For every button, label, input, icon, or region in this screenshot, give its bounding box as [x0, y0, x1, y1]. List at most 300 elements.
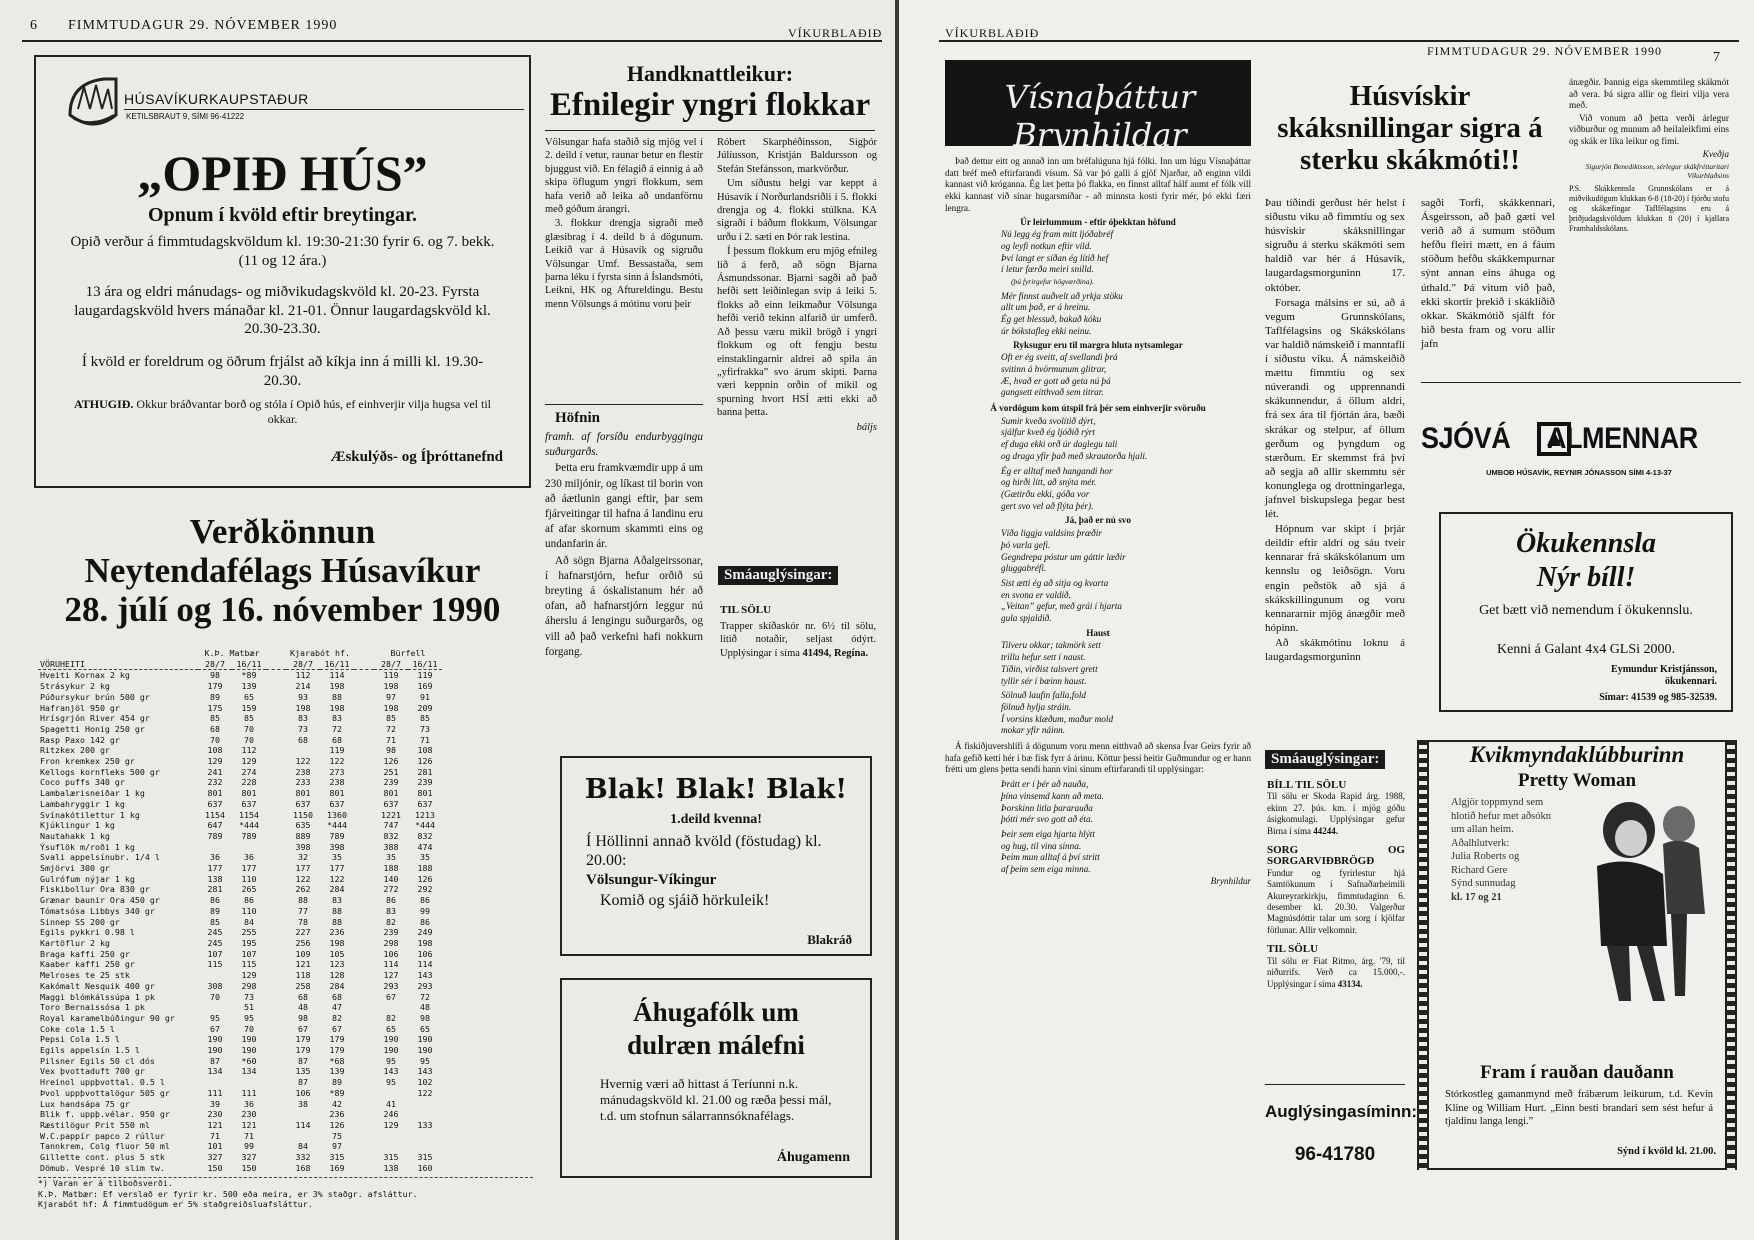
price-cell: 398 — [295, 841, 311, 852]
item-name: Hafranjöl 950 gr — [40, 702, 120, 713]
driving-name: Eymundur Kristjánsson, ökukennari. — [1611, 664, 1717, 687]
table-row — [38, 1066, 442, 1077]
table-row — [38, 810, 442, 821]
verse-line: allt um það, er á hreinu. — [1001, 302, 1091, 313]
spacer — [266, 1099, 286, 1110]
volleyball-title: Blak! Blak! Blak! — [584, 774, 848, 805]
ad-para-1: Opið verður á fimmtudagskvöldum kl. 19:30-21:30 fyrir 6. og 7. bekk. (11 og 12 ára.) — [70, 234, 495, 269]
table-row — [38, 670, 442, 681]
survey-title-1: Verðkönnun — [189, 512, 376, 551]
note-label: ATHUGIÐ. — [73, 397, 134, 411]
table-row — [38, 949, 442, 960]
spacer — [266, 981, 286, 992]
table-row — [38, 1034, 442, 1045]
price-cell: 67 — [210, 1023, 220, 1034]
table-row — [38, 681, 442, 692]
verse-line: og draga yfir það með skrautorða hjali. — [1001, 450, 1148, 461]
verse-stanza — [945, 640, 1251, 687]
price-cell: 85 — [244, 713, 254, 724]
price-cell: 126 — [417, 873, 433, 884]
table-row — [38, 1056, 442, 1067]
price-cell: 112 — [241, 745, 257, 756]
price-cell: 68 — [210, 723, 220, 734]
film-shown: Sýnd sunnudag — [1451, 878, 1516, 889]
price-cell: 88 — [332, 905, 342, 916]
price-cell: 128 — [329, 970, 345, 981]
spacer — [354, 724, 374, 735]
date-header: 16/11 — [412, 658, 438, 669]
verse-line: Víða liggja valdsins þræðir — [1001, 528, 1102, 539]
table-row — [38, 906, 442, 917]
band-label: Smáauglýsingar: — [718, 566, 838, 585]
paranormal-sign: Áhugamenn — [776, 1150, 850, 1165]
classified-text: Til sölu er Skoda Rapid árg. 1988, ekinn 27. þús. km. í mjög góðu ásigkomulagi. Upplýsingar gefur Birna í síma — [1267, 791, 1405, 836]
harbor-article — [545, 430, 703, 661]
price-cell: 1154 — [205, 809, 225, 820]
price-cell: 72 — [386, 723, 396, 734]
price-cell: 239 — [383, 927, 399, 938]
spacer — [354, 992, 374, 1003]
paranormal-title: Áhugafólk um dulræn málefni — [627, 997, 805, 1060]
price-cell: 88 — [332, 916, 342, 927]
verse-stanza — [945, 829, 1251, 876]
price-cell: 83 — [332, 895, 342, 906]
paragraph: Í þessum flokkum eru mjög efnileg lið á ferð, að sögn Bjarna Ásmundssonar. Bjarni sagði að það hefði sett leiðinlegan svip á leiki 5. flokks að einn leikmaður Völsunga hefði verið tekinn alfarið úr umferð. Að þessu væru mikil brögð í yngri flokkum og oft fengju bestu einstaklingarnir aldrei að spila án „yfirfrakka” svo árum skipti. Þarna væri keppnin orðin of mikil og spurning hvort HSÍ ætti ekki að banna þetta. — [717, 246, 877, 419]
price-cell — [198, 1077, 232, 1088]
table-row — [38, 970, 442, 981]
spacer — [266, 852, 286, 863]
price-cell: 73 — [298, 723, 308, 734]
table-row — [38, 1109, 442, 1120]
price-cell: *444 — [239, 820, 259, 831]
price-cell: 230 — [207, 1109, 223, 1120]
survey-title — [34, 512, 531, 629]
table-row — [38, 1024, 442, 1035]
table-row — [38, 767, 442, 778]
price-cell: 188 — [417, 863, 433, 874]
price-cell: 801 — [329, 788, 345, 799]
price-cell: 47 — [332, 1002, 342, 1013]
price-cell: *444 — [327, 820, 347, 831]
price-cell: 114 — [383, 959, 399, 970]
ad-para-2: 13 ára og eldri mánudags- og miðvikudagskvöld kl. 20-23. Fyrsta laugardagskvöld hvers mánaðar kl. 21-01. Önnur laugardagskvöld kl. 20.30-23.30. — [74, 284, 491, 337]
price-cell: 190 — [417, 1045, 433, 1056]
price-cell: 315 — [417, 1152, 433, 1163]
price-cell: 41 — [386, 1098, 396, 1109]
price-cell — [408, 1109, 442, 1120]
price-cell: 298 — [383, 937, 399, 948]
price-cell: 801 — [295, 788, 311, 799]
price-cell: 108 — [417, 745, 433, 756]
table-row — [38, 874, 442, 885]
price-cell: 388 — [383, 841, 399, 852]
price-cell: 106 — [383, 948, 399, 959]
price-cell: 87 — [298, 1077, 308, 1088]
price-cell: 91 — [420, 691, 430, 702]
price-cell: 801 — [207, 788, 223, 799]
paragraph: 3. flokkur drengja sigraði með glæsibrag í 4. deild b á dögunum. Leikið var á Húsavík og sigruðu Völsungar Umf. Bessastaða, sem þarna léku í fyrsta sinn á Íslandsmóti, Leikni, HK og Aftureldingu. Bestu menn Völsungs á mótinu voru þeir — [545, 218, 703, 310]
verse-line: Því langt er síðan ég lítið hef — [1001, 252, 1109, 263]
price-cell: 122 — [329, 873, 345, 884]
price-cell: 265 — [241, 884, 257, 895]
spacer — [354, 981, 374, 992]
item-name: Egils pykkri 0.98 l — [40, 927, 135, 938]
spacer — [354, 767, 374, 778]
spacer — [354, 692, 374, 703]
item-name: Sinnep SS 200 gr — [40, 916, 120, 927]
price-cell: 789 — [241, 830, 257, 841]
price-cell: 637 — [295, 798, 311, 809]
spacer — [266, 884, 286, 895]
price-cell: 106 — [295, 1087, 311, 1098]
price-cell: 85 — [386, 713, 396, 724]
price-cell: 93 — [298, 691, 308, 702]
item-name: Ritzkex 200 gr — [40, 745, 110, 756]
price-cell: 121 — [295, 959, 311, 970]
price-cell: 160 — [417, 1162, 433, 1173]
price-cell: 73 — [244, 991, 254, 1002]
table-row — [38, 1013, 442, 1024]
price-cell: 175 — [207, 702, 223, 713]
spacer — [354, 1045, 374, 1056]
price-cell: 68 — [298, 991, 308, 1002]
volleyball-line-3: Komið og sjáið hörkuleik! — [600, 892, 770, 909]
spacer — [266, 1131, 286, 1142]
price-cell: 143 — [417, 1066, 433, 1077]
opid-hus-ad — [34, 55, 531, 488]
header-paper: VÍKURBLAÐIÐ — [945, 26, 1040, 40]
price-cell: 281 — [417, 766, 433, 777]
driving-school-ad — [1439, 512, 1733, 712]
table-row — [38, 1088, 442, 1099]
price-cell: 75 — [332, 1130, 342, 1141]
price-cell: 115 — [241, 959, 257, 970]
verse-heading: Á vordögum kom útspil frá þér sem einhverjir svöruðu — [990, 403, 1206, 414]
price-cell: 70 — [210, 991, 220, 1002]
item-name: Dömub. Vespré 10 slim tw. — [40, 1162, 165, 1173]
price-cell: 111 — [207, 1087, 223, 1098]
footnote: K.Þ. Matbær: Ef verslað er fyrir kr. 500 eða meira, er 3% staðgr. afsláttur. — [38, 1188, 418, 1199]
spacer — [266, 949, 286, 960]
price-cell: 179 — [295, 1045, 311, 1056]
price-cell: 98 — [298, 1012, 308, 1023]
spacer — [354, 831, 374, 842]
film2-time: Sýnd í kvöld kl. 21.00. — [1617, 1146, 1716, 1157]
table-row — [38, 1045, 442, 1056]
table-row — [38, 895, 442, 906]
price-cell: 134 — [241, 1066, 257, 1077]
verse-heading: Ryksugur eru til margra hluta nytsamlegar — [1013, 339, 1183, 350]
price-cell: 227 — [295, 927, 311, 938]
spacer — [266, 735, 286, 746]
price-cell: 95 — [386, 1077, 396, 1088]
classified-title: BÍLL TIL SÖLU — [1267, 779, 1347, 791]
verse-line: í letur færða meiri snilld. — [1001, 264, 1094, 275]
verse-line: gluggabréfi. — [1001, 563, 1047, 574]
page-number: 7 — [1713, 50, 1721, 65]
ad-title: „OPIÐ HÚS” — [137, 145, 428, 201]
price-cell: 67 — [332, 1023, 342, 1034]
spacer — [354, 713, 374, 724]
price-cell: 127 — [383, 970, 399, 981]
price-cell: 78 — [298, 916, 308, 927]
chess-sign: Kveðja — [1702, 149, 1729, 160]
price-cell: 832 — [383, 830, 399, 841]
price-cell: 637 — [329, 798, 345, 809]
spacer — [266, 842, 286, 853]
price-cell: 308 — [207, 980, 223, 991]
price-cell: 150 — [207, 1162, 223, 1173]
spacer — [354, 670, 374, 681]
price-cell: 97 — [332, 1141, 342, 1152]
item-name: Strásykur 2 kg — [40, 681, 110, 692]
verse-line: Í vorsins klæðum, maður mold — [1001, 713, 1114, 724]
price-cell: 129 — [383, 1119, 399, 1130]
price-cell: 747 — [383, 820, 399, 831]
price-cell: 51 — [244, 1002, 254, 1013]
survey-title-3: 28. júlí og 16. nóvember 1990 — [64, 590, 501, 629]
table-row — [38, 927, 442, 938]
price-cell: 198 — [329, 937, 345, 948]
spacer — [354, 1077, 374, 1088]
item-name: Maggi blómkálssúpa 1 pk — [40, 991, 155, 1002]
price-cell: 107 — [207, 948, 223, 959]
price-cell: 48 — [298, 1002, 308, 1013]
price-cell: 789 — [329, 830, 345, 841]
spacer — [354, 927, 374, 938]
paragraph: Við vonum að þetta verði árlegur viðburður og munum að heilaleikfimi eins og skák er líka leikur og fimi. — [1569, 113, 1729, 147]
classified-phone: 41494, Regína. — [802, 647, 869, 659]
verse-line: af þeim sem eiga minna. — [1001, 864, 1091, 875]
price-cell: 1154 — [239, 809, 259, 820]
driving-line-1: Get bætt við nemendum í ökukennslu. — [1479, 603, 1693, 618]
price-cell: 98 — [420, 1012, 430, 1023]
band-label: Smáauglýsingar: — [1265, 750, 1385, 769]
price-cell: 111 — [241, 1087, 257, 1098]
price-cell: 293 — [383, 980, 399, 991]
price-cell: 249 — [417, 927, 433, 938]
price-cell: 284 — [329, 884, 345, 895]
price-cell: 635 — [295, 820, 311, 831]
item-name: Þvol uppþvottalögur 505 gr — [40, 1087, 170, 1098]
verse-line: þótti mér svo gott að éta. — [1001, 814, 1093, 825]
item-name: Hreinol uppþvottal. 0.5 l — [40, 1077, 165, 1088]
film2-text: Stórkostleg gamanmynd með frábærum leikurum, t.d. Kevin Kline og William Hurt. „Einn besti brandari sem sést hefur á tjaldinu langa lengi.” — [1445, 1089, 1713, 1127]
spacer — [266, 820, 286, 831]
verse-line: og hug, til vina sinna. — [1001, 840, 1082, 851]
price-cell — [374, 1131, 408, 1142]
spacer — [266, 703, 286, 714]
spacer — [266, 681, 286, 692]
price-cell: 67 — [386, 991, 396, 1002]
film-strip-left — [1417, 740, 1429, 1170]
price-cell: 239 — [417, 777, 433, 788]
verse-line: Þeir sem eiga hjarta hlýtt — [1001, 828, 1095, 839]
price-cell — [286, 1109, 320, 1120]
spacer — [354, 1163, 374, 1174]
price-cell: 637 — [207, 798, 223, 809]
price-cell: 238 — [329, 777, 345, 788]
price-cell: 106 — [417, 948, 433, 959]
movie-poster-image — [1567, 796, 1717, 1006]
price-cell — [198, 970, 232, 981]
driving-title-2: Nýr bíll! — [1536, 562, 1636, 593]
verse-line: en svona er valdið. — [1001, 589, 1071, 600]
classified-phone: 44244. — [1313, 825, 1338, 836]
verse-heading: Haust — [1086, 627, 1110, 638]
price-cell: 89 — [210, 905, 220, 916]
price-cell: 114 — [295, 1119, 311, 1130]
price-cell: 105 — [329, 948, 345, 959]
price-cell: 245 — [207, 937, 223, 948]
verse-line: Oft er ég sveitt, af svellandi þrá — [1001, 352, 1118, 363]
price-cell: 274 — [241, 766, 257, 777]
spacer — [354, 756, 374, 767]
classified-body — [720, 620, 876, 660]
verse-line: Þrátt er í þér að nauða, — [1001, 779, 1089, 790]
price-cell: 32 — [298, 852, 308, 863]
table-row — [38, 735, 442, 746]
verse-line: svitinn á hvörmunum glitrar, — [1001, 363, 1107, 374]
verse-line: Tilveru okkar; takmörk sett — [1001, 640, 1101, 651]
spacer — [266, 992, 286, 1003]
spacer — [354, 1099, 374, 1110]
item-name: Coco puffs 340 gr — [40, 777, 125, 788]
spacer — [354, 1152, 374, 1163]
verse-stanza — [945, 416, 1251, 463]
verse-line: Gegndrepa póstur um gáttir læðir — [1001, 551, 1126, 562]
spacer — [354, 1066, 374, 1077]
price-cell: 99 — [244, 1141, 254, 1152]
verse-line: Sölnuð laufin falla,fold — [1001, 690, 1086, 701]
item-name: Kellogs kornfleks 500 gr — [40, 766, 160, 777]
verse-line: Þorskinn litla þararauða — [1001, 802, 1093, 813]
item-name: Kartöflur 2 kg — [40, 937, 110, 948]
item-name: Coke cola 1.5 l — [40, 1023, 115, 1034]
date-header: 28/7 — [293, 658, 313, 669]
spacer — [266, 1045, 286, 1056]
chess-title: Húsvískir skáksnillingar sigra á sterku skákmóti!! — [1277, 80, 1543, 176]
spacer — [354, 1141, 374, 1152]
price-cell: 789 — [207, 830, 223, 841]
spacer — [266, 927, 286, 938]
price-cell: 112 — [295, 670, 311, 681]
price-cell — [374, 1141, 408, 1152]
handball-col-1 — [545, 136, 703, 312]
price-cell: 195 — [241, 937, 257, 948]
paranormal-ad — [560, 978, 872, 1178]
price-cell: 72 — [332, 723, 342, 734]
spacer — [354, 863, 374, 874]
price-cell: 85 — [210, 713, 220, 724]
film-time: kl. 17 og 21 — [1451, 891, 1502, 903]
price-cell: 177 — [295, 863, 311, 874]
price-cell — [286, 1131, 320, 1142]
spacer — [354, 852, 374, 863]
price-cell: 86 — [420, 895, 430, 906]
paranormal-text: Hvernig væri að hittast á Teríunni n.k. mánudagskvöld kl. 21.00 og ræða þessi mál, t.d. um stofnun sálarrannsóknafélags. — [600, 1076, 832, 1123]
verse-banner — [945, 60, 1251, 154]
price-cell: 98 — [386, 745, 396, 756]
price-cell: 245 — [207, 927, 223, 938]
store-2: Kjarabót hf. — [290, 648, 350, 658]
spacer — [266, 1024, 286, 1035]
price-cell: 832 — [417, 830, 433, 841]
price-cell: 129 — [241, 756, 257, 767]
spacer — [266, 1163, 286, 1174]
price-cell — [408, 1099, 442, 1110]
price-cell: 83 — [332, 713, 342, 724]
price-cell: 232 — [207, 777, 223, 788]
price-cell: 70 — [244, 1023, 254, 1034]
item-name: Ýsuflök m/roði 1 kg — [40, 841, 135, 852]
chess-sign-name: Sigurjón Benediktsson, sérlegur skákfréttaritari Víkurblaðsins — [1585, 162, 1729, 181]
spacer — [354, 703, 374, 714]
item-name: W.C.pappír papco 2 rúllur — [40, 1130, 165, 1141]
price-cell: 71 — [244, 1130, 254, 1141]
table-row — [38, 799, 442, 810]
price-cell: 1360 — [327, 809, 347, 820]
spacer — [354, 1024, 374, 1035]
price-cell: 159 — [241, 702, 257, 713]
item-name: Svínakótilettur 1 kg — [40, 809, 140, 820]
date-header: 16/11 — [236, 658, 262, 669]
spacer — [266, 895, 286, 906]
price-cell: 1150 — [293, 809, 313, 820]
footnote: Kjarabót hf: Á fimmtudögum er 5% staðgreiðsluafsláttur. — [38, 1199, 313, 1210]
item-name: Blik f. uppþ.vélar. 950 gr — [40, 1109, 170, 1120]
price-cell: 107 — [241, 948, 257, 959]
paragraph: Forsaga málsins er sú, að á vegum Grunnskólans, Taflfélagsins og Skákskólans var haldið námskeið í manntafli í síðustu viku. Á námskeiðið mættu fimmtíu og sex núverandi og upprennandi skákunnendur, á öllum aldri, frá sex ára til fjórtán ára, bæði skrákar og stelpur, af öllum gerðum og þyngdum og stærðum. Er skemmst frá því að segja að allir skemmtu sér konunglega og drottningarlega, jafnvel biskupslega þegar best lét. — [1265, 296, 1405, 521]
item-name: Ræstilögur Prit 550 ml — [40, 1119, 150, 1130]
handball-title: Efnilegir yngri flokkar — [549, 87, 871, 123]
driving-line-2: Kenni á Galant 4x4 GLSi 2000. — [1496, 642, 1676, 657]
price-cell: 36 — [244, 852, 254, 863]
spacer — [354, 895, 374, 906]
price-cell: 85 — [210, 916, 220, 927]
verse-stanza — [945, 528, 1251, 575]
price-cell: 179 — [329, 1034, 345, 1045]
table-row — [38, 884, 442, 895]
price-cell: 190 — [241, 1045, 257, 1056]
price-cell: 190 — [241, 1034, 257, 1045]
price-cell: 71 — [210, 1130, 220, 1141]
handball-col-2 — [717, 136, 877, 435]
spacer — [266, 831, 286, 842]
sjova-sub: UMBOÐ HÚSAVÍK, REYNIR JÓNASSON SÍMI 4-13-37 — [1486, 468, 1672, 477]
price-cell: 258 — [295, 980, 311, 991]
price-cell: 48 — [420, 1002, 430, 1013]
spacer — [266, 970, 286, 981]
price-cell: 121 — [207, 1119, 223, 1130]
verse-heading: Úr leirlummum - eftir óþekktan höfund — [1020, 216, 1176, 227]
spacer — [354, 799, 374, 810]
item-name: Hrísgrjón River 454 gr — [40, 713, 150, 724]
price-cell — [408, 1141, 442, 1152]
spacer — [266, 1056, 286, 1067]
spacer — [266, 1034, 286, 1045]
classifieds-band — [718, 566, 838, 585]
price-cell — [198, 1002, 232, 1013]
price-cell: 1221 — [381, 809, 401, 820]
spacer — [354, 949, 374, 960]
table-row — [38, 788, 442, 799]
price-cell: 143 — [417, 970, 433, 981]
verse-line: fölnuð hylja stráin. — [1001, 701, 1072, 712]
price-cell: 398 — [329, 841, 345, 852]
spacer — [266, 788, 286, 799]
item-name: Grænar baunir Ora 450 gr — [40, 895, 160, 906]
